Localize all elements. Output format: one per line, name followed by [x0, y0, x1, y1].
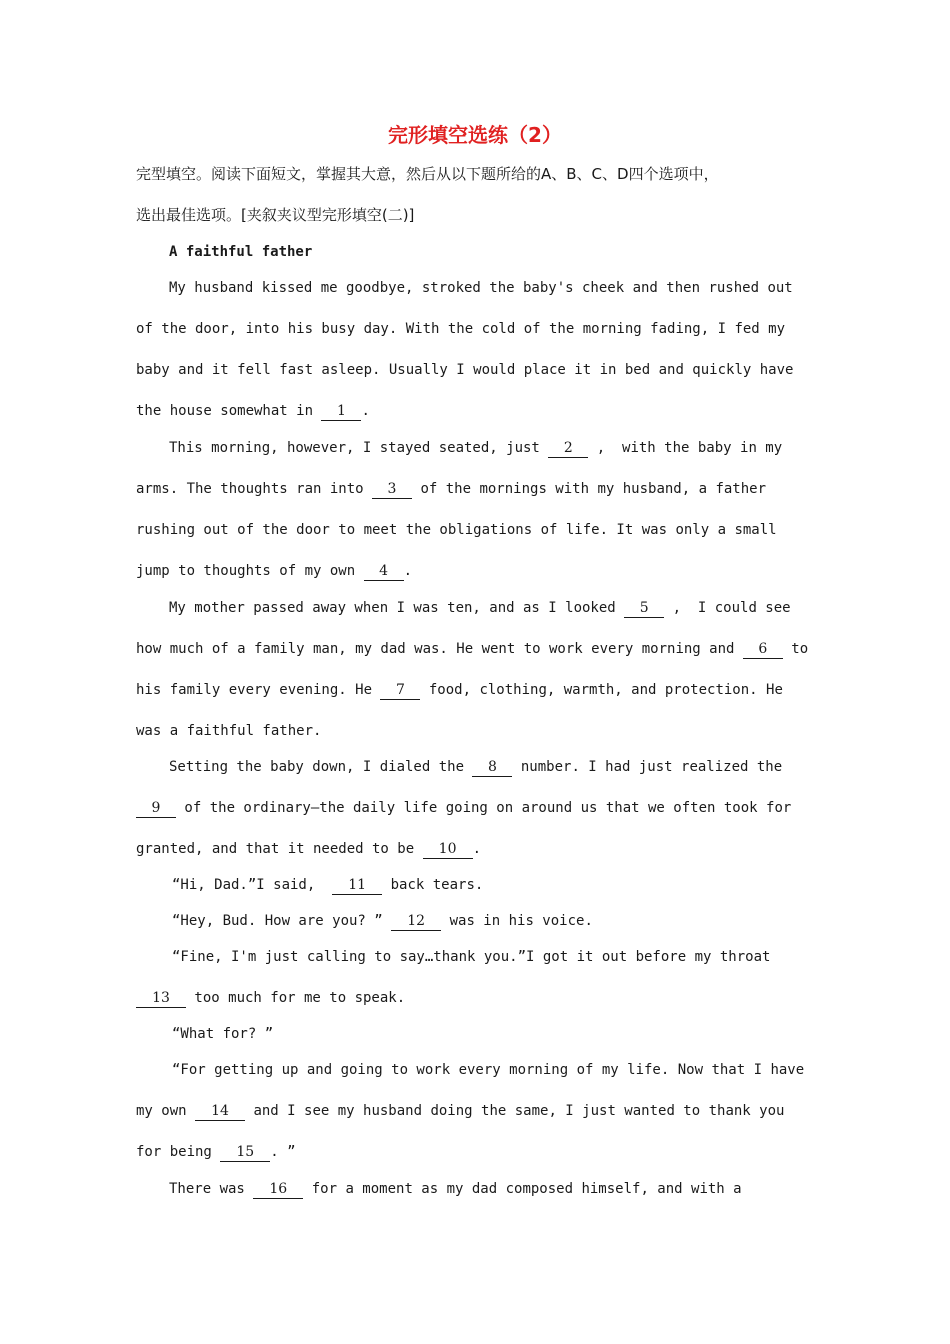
- line-text: “What for? ”: [172, 1026, 274, 1042]
- line-text: .: [472, 841, 482, 857]
- line-text: rushing out of the door to meet the obligations of life. It was only a small: [136, 522, 777, 538]
- blank-number: 1: [321, 402, 361, 421]
- passage-line: [136, 797, 816, 819]
- line-text: number. I had just realized the: [512, 759, 783, 775]
- line-text: jump to thoughts of my own: [136, 563, 364, 579]
- line-text: arms. The thoughts ran into: [136, 481, 373, 497]
- instruction-line: 选出最佳选项。[夹叙夹议型完形填空(二)]: [136, 206, 415, 224]
- blank-number: 16: [253, 1180, 303, 1199]
- line-text: too much for me to speak.: [186, 990, 406, 1006]
- passage-line: [136, 560, 816, 582]
- line-text: baby and it fell fast asleep. Usually I would place it in bed and quickly have: [136, 362, 794, 378]
- line-text: .: [361, 403, 370, 419]
- passage-line: [136, 679, 816, 701]
- passage-line: [136, 1100, 816, 1122]
- passage-line: [136, 987, 816, 1009]
- blank-number: 14: [195, 1102, 245, 1121]
- line-text: of the ordinary—the daily life going on around us that we often took for: [176, 800, 792, 816]
- blank-number: 4: [364, 562, 404, 581]
- passage-line: [136, 720, 816, 742]
- line-text: and I see my husband doing the same, I just wanted to thank you: [245, 1103, 785, 1119]
- blank-number: 7: [380, 681, 420, 700]
- blank-number: 6: [743, 640, 783, 659]
- line-text: “Fine, I'm just calling to say…thank you.”I got it out before my throat: [172, 949, 771, 965]
- line-text: , I could see: [664, 600, 791, 616]
- passage-line: [169, 437, 849, 459]
- line-text: was in his voice.: [441, 913, 593, 929]
- line-text: to: [782, 641, 809, 657]
- blank-number: 3: [372, 480, 412, 499]
- line-text: my own: [136, 1103, 196, 1119]
- passage-line: [136, 400, 816, 422]
- line-text: “For getting up and going to work every morning of my life. Now that I have: [172, 1062, 805, 1078]
- blank-number: 2: [548, 439, 588, 458]
- line-text: for a moment as my dad composed himself, and with a: [303, 1181, 742, 1197]
- line-text: his family every evening. He: [136, 682, 381, 698]
- document-title: 完形填空选练（2）: [388, 123, 562, 147]
- line-text: “Hey, Bud. How are you? ”: [172, 913, 392, 929]
- passage-line: [136, 359, 816, 381]
- line-text: , with the baby in my: [588, 440, 783, 456]
- blank-number: 5: [624, 599, 664, 618]
- line-text: was a faithful father.: [136, 723, 322, 739]
- passage-line: [136, 1141, 816, 1163]
- line-text: There was: [169, 1181, 254, 1197]
- passage-line: [172, 910, 852, 932]
- blank-number: 10: [423, 840, 473, 859]
- line-text: Setting the baby down, I dialed the: [169, 759, 473, 775]
- line-text: the house somewhat in: [136, 403, 322, 419]
- passage-line: [172, 874, 852, 896]
- passage-line: [136, 318, 816, 340]
- passage-line: [169, 1178, 849, 1200]
- passage-title: A faithful father: [169, 244, 313, 260]
- blank-number: 15: [220, 1143, 270, 1162]
- blank-number: 11: [332, 876, 382, 895]
- passage-line: [136, 638, 816, 660]
- line-text: This morning, however, I stayed seated, just: [169, 440, 549, 456]
- line-text: of the door, into his busy day. With the cold of the morning fading, I fed my: [136, 321, 786, 337]
- passage-line: [172, 946, 852, 968]
- passage-line: [136, 838, 816, 860]
- line-text: .: [403, 563, 413, 579]
- line-text: My mother passed away when I was ten, and as I looked: [169, 600, 625, 616]
- line-text: back tears.: [382, 877, 484, 893]
- line-text: for being: [136, 1144, 221, 1160]
- line-text: . ”: [270, 1144, 296, 1160]
- line-text: “Hi, Dad.”I said,: [172, 877, 333, 893]
- passage-line: [136, 519, 816, 541]
- blank-number: 8: [472, 758, 512, 777]
- passage-line: [136, 478, 816, 500]
- passage-line: [172, 1059, 852, 1081]
- line-text: granted, and that it needed to be: [136, 841, 423, 857]
- instruction-line: 完型填空。阅读下面短文，掌握其大意，然后从以下题所给的A、B、C、D四个选项中，: [136, 165, 719, 183]
- passage-line: [169, 277, 849, 299]
- line-text: how much of a family man, my dad was. He went to work every morning and: [136, 641, 743, 657]
- passage-line: [172, 1023, 852, 1045]
- passage-line: [169, 756, 849, 778]
- blank-number: 9: [136, 799, 176, 818]
- blank-number: 13: [136, 989, 186, 1008]
- line-text: food, clothing, warmth, and protection. He: [420, 682, 783, 698]
- blank-number: 12: [391, 912, 441, 931]
- line-text: My husband kissed me goodbye, stroked the baby's cheek and then rushed out: [169, 280, 793, 296]
- line-text: of the mornings with my husband, a father: [412, 481, 767, 497]
- passage-line: [169, 597, 849, 619]
